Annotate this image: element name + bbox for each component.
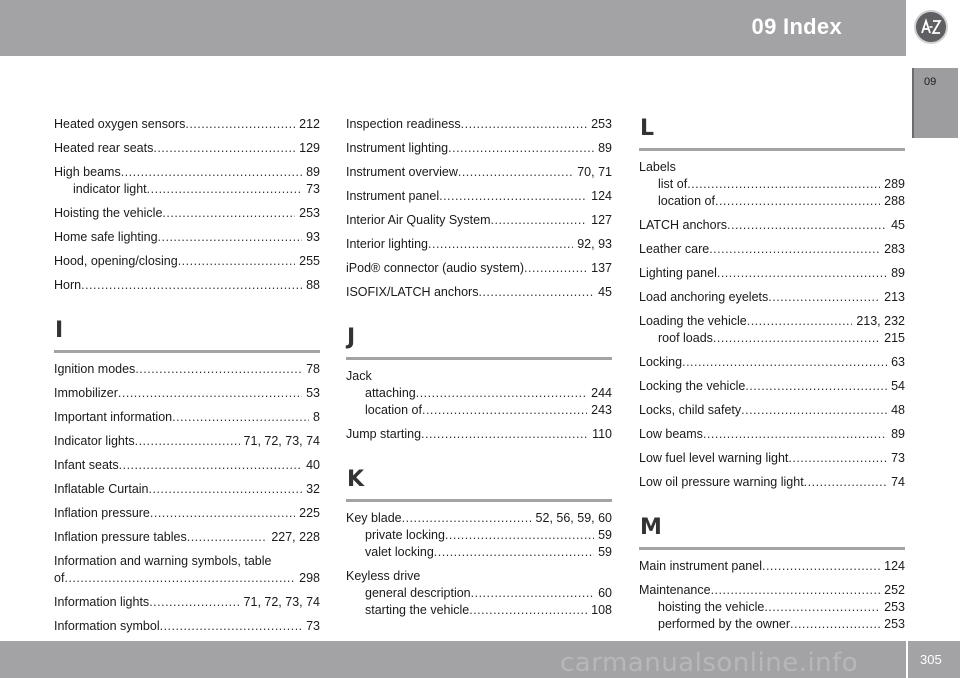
dot-leader [421,426,588,443]
dot-leader [448,140,594,157]
index-term: hoisting the vehicle [658,600,765,614]
index-line [346,368,612,385]
section-heading [346,467,612,502]
dot-leader [471,585,594,602]
index-line [346,602,612,619]
dot-leader [149,594,239,611]
index-term: Main instrument panel [639,559,762,573]
index-term: general description [365,586,471,600]
watermark-text: carmanualsonline.info [560,648,859,678]
index-line [346,284,612,301]
index-entry [54,385,320,402]
dot-leader [158,229,303,246]
dot-leader [119,457,302,474]
index-term: performed by the owner [658,617,791,631]
dot-leader [741,402,887,419]
page-reference[interactable]: 74 [891,475,905,489]
dot-leader [135,361,302,378]
index-line [346,510,612,527]
index-entry [346,510,612,561]
index-term: Horn [54,278,82,292]
index-term: Information symbol [54,619,160,633]
index-term: Immobilizer [54,386,118,400]
index-term: Hood, opening/closing [54,254,178,268]
index-entry [54,553,320,587]
section-rule [346,357,612,360]
page-reference[interactable]: 59 [598,528,612,542]
page-reference[interactable]: 89 [306,165,320,179]
index-entry [639,474,905,491]
page-reference[interactable]: 127 [591,213,612,227]
index-line [54,164,320,181]
index-entry [54,116,320,133]
dot-leader [524,260,587,277]
index-term: Instrument lighting [346,141,449,155]
index-term: location of [365,403,422,417]
index-line [346,544,612,561]
dot-leader [713,330,880,347]
index-line [346,385,612,402]
index-line [346,236,612,253]
index-term: Lighting panel [639,266,717,280]
index-entry [346,116,612,133]
index-line [54,594,320,611]
dot-leader [135,433,240,450]
index-term: iPod® connector (audio system) [346,261,525,275]
index-entry [54,505,320,522]
index-line [54,116,320,133]
page-reference[interactable]: 289 [884,177,905,191]
index-line [54,229,320,246]
index-line [54,140,320,157]
index-term: attaching [365,386,416,400]
index-line [639,616,905,633]
dot-leader [162,205,295,222]
index-term: Home safe lighting [54,230,158,244]
index-entry [639,289,905,306]
page-reference[interactable]: 89 [891,266,905,280]
page-reference[interactable]: 93 [306,230,320,244]
page-reference[interactable]: 8 [313,410,320,424]
index-line [346,568,612,585]
page-reference[interactable]: 40 [306,458,320,472]
index-line [54,529,320,546]
page-reference[interactable]: 45 [598,285,612,299]
section-rule [639,547,905,550]
page-reference[interactable]: 288 [884,194,905,208]
index-line [639,176,905,193]
page-reference[interactable]: 129 [299,141,320,155]
section-letter: L [640,116,655,141]
index-line [639,313,905,330]
dot-leader [187,529,268,546]
page-reference[interactable]: 63 [891,355,905,369]
index-line [639,159,905,176]
index-term: Inflatable Curtain [54,482,149,496]
index-term: Keyless drive [346,569,421,583]
index-entry [639,354,905,371]
page-reference[interactable]: 32 [306,482,320,496]
dot-leader [788,450,887,467]
index-entry [639,582,905,633]
index-line [639,217,905,234]
index-line [54,570,320,587]
index-line [54,361,320,378]
index-line [54,385,320,402]
page-reference[interactable]: 227, 228 [271,530,320,544]
index-term: private locking [365,528,445,542]
index-line [639,193,905,210]
index-line [346,140,612,157]
dot-leader [150,505,295,522]
page-reference[interactable]: 215 [884,331,905,345]
index-term: Jump starting [346,427,422,441]
page-reference[interactable]: 137 [591,261,612,275]
index-column-2 [346,116,612,626]
dot-leader [439,188,587,205]
index-entry [54,253,320,270]
page-reference[interactable]: 252 [884,583,905,597]
page-reference[interactable]: 89 [891,427,905,441]
dot-leader [149,481,303,498]
dot-leader [185,116,295,133]
index-line [639,474,905,491]
index-term: Instrument panel [346,189,440,203]
section-heading [54,318,320,353]
page-reference[interactable]: 78 [306,362,320,376]
index-term: Indicator lights [54,434,135,448]
index-entry [346,188,612,205]
page-reference[interactable]: 124 [591,189,612,203]
dot-leader [422,402,587,419]
section-letter: M [640,515,662,540]
dot-leader [121,164,302,181]
index-entry [54,457,320,474]
index-line [346,116,612,133]
dot-leader [478,284,594,301]
index-line [346,260,612,277]
dot-leader [715,193,880,210]
page-reference[interactable]: 110 [592,427,612,441]
index-term: Low oil pressure warning light [639,475,804,489]
index-entry [346,212,612,229]
page-reference[interactable]: 298 [299,571,320,585]
index-entry [54,618,320,635]
dot-leader [458,164,573,181]
page-reference[interactable]: 213 [884,290,905,304]
index-entry [54,229,320,246]
index-line [639,289,905,306]
index-entry [54,594,320,611]
index-term: Locks, child safety [639,403,742,417]
index-term: Inspection readiness [346,117,461,131]
index-entry [54,433,320,450]
index-entry [54,409,320,426]
index-term: Important information [54,410,173,424]
section-rule [346,499,612,502]
index-line [639,378,905,395]
page-reference[interactable]: 253 [884,600,905,614]
index-entry [639,450,905,467]
dot-leader [711,582,881,599]
section-rule [54,350,320,353]
page-reference[interactable]: 283 [884,242,905,256]
section-letter: I [55,318,64,343]
index-term: Leather care [639,242,710,256]
a-z-index-icon [914,10,948,44]
index-term: High beams [54,165,121,179]
dot-leader [717,265,887,282]
section-heading [639,116,905,151]
index-term: roof loads [658,331,713,345]
section-heading [639,515,905,550]
index-line [346,212,612,229]
dot-leader [428,236,573,253]
index-line [639,426,905,443]
index-column-1 [54,116,320,642]
dot-leader [703,426,887,443]
page-reference[interactable]: 108 [591,603,612,617]
page-header [0,0,906,56]
page-reference[interactable]: 52, 56, 59, 60 [535,511,612,525]
index-term: LATCH anchors [639,218,727,232]
section-letter: J [347,325,356,350]
page-reference[interactable]: 124 [884,559,905,573]
page-reference[interactable]: 48 [891,403,905,417]
index-line [346,527,612,544]
index-term: Heated rear seats [54,141,154,155]
index-term: Maintenance [639,583,711,597]
page-reference[interactable]: 54 [891,379,905,393]
page-reference[interactable]: 73 [306,619,320,633]
page-reference[interactable]: 73 [891,451,905,465]
page-reference[interactable]: 225 [299,506,320,520]
page-reference[interactable]: 92, 93 [577,237,612,251]
index-term: Inflation pressure [54,506,150,520]
index-line [639,599,905,616]
dot-leader [64,570,295,587]
index-entry [346,568,612,619]
index-entry [639,313,905,347]
dot-leader [764,599,880,616]
page-reference[interactable]: 71, 72, 73, 74 [243,434,320,448]
index-term: Instrument overview [346,165,458,179]
index-line [54,505,320,522]
index-entry [54,481,320,498]
page-reference[interactable]: 59 [598,545,612,559]
index-line [54,409,320,426]
dot-leader [687,176,880,193]
dot-leader [804,474,887,491]
index-line [54,618,320,635]
dot-leader [160,618,302,635]
dot-leader [172,409,309,426]
index-entry [639,426,905,443]
index-entry [346,140,612,157]
index-term: Loading the vehicle [639,314,747,328]
index-line [346,402,612,419]
page-reference[interactable]: 255 [299,254,320,268]
index-entry [639,159,905,210]
dot-leader [461,116,587,133]
index-line [54,481,320,498]
index-entry [639,241,905,258]
index-term: Labels [639,160,676,174]
index-line [639,241,905,258]
index-entry [639,378,905,395]
index-term: of [54,571,65,585]
page-reference[interactable]: 213, 232 [856,314,905,328]
page-reference[interactable]: 70, 71 [577,165,612,179]
header-divider [906,0,908,56]
dot-leader [81,277,302,294]
index-term: Locking the vehicle [639,379,746,393]
index-term: Low beams [639,427,703,441]
index-term: Interior lighting [346,237,428,251]
index-term: valet locking [365,545,434,559]
index-entry [639,217,905,234]
dot-leader [445,527,594,544]
page-reference[interactable]: 71, 72, 73, 74 [243,595,320,609]
index-entry [346,260,612,277]
section-heading [346,325,612,360]
index-line [54,181,320,198]
index-term: Low fuel level warning light [639,451,789,465]
dot-leader [790,616,880,633]
dot-leader [768,289,880,306]
page-reference[interactable]: 88 [306,278,320,292]
index-term: Information lights [54,595,150,609]
page-reference[interactable]: 89 [598,141,612,155]
index-entry [54,140,320,157]
page-reference[interactable]: 243 [591,403,612,417]
index-entry [54,277,320,294]
index-term: Ignition modes [54,362,136,376]
section-rule [639,148,905,151]
index-term: Interior Air Quality System [346,213,491,227]
dot-leader [402,510,532,527]
index-line [639,450,905,467]
dot-leader [762,558,880,575]
index-term: Hoisting the vehicle [54,206,163,220]
index-line [54,277,320,294]
index-entry [346,164,612,181]
index-line [54,253,320,270]
dot-leader [153,140,295,157]
dot-leader [682,354,887,371]
index-term: ISOFIX/LATCH anchors [346,285,479,299]
index-line [639,330,905,347]
index-term: Key blade [346,511,402,525]
page-reference[interactable]: 244 [591,386,612,400]
dot-leader [416,385,587,402]
dot-leader [469,602,587,619]
index-term: Locking [639,355,683,369]
index-line [346,188,612,205]
page-reference[interactable]: 45 [891,218,905,232]
dot-leader [118,385,302,402]
index-line [346,426,612,443]
index-term: Jack [346,369,372,383]
index-entry [54,164,320,198]
index-term: list of [658,177,688,191]
index-line [639,402,905,419]
index-entry [346,368,612,419]
index-term: Heated oxygen sensors [54,117,186,131]
index-entry [54,205,320,222]
index-line [54,457,320,474]
index-term: Load anchoring eyelets [639,290,769,304]
index-entry [346,284,612,301]
page-title: 09 Index [751,14,842,39]
index-term: Inflation pressure tables [54,530,187,544]
page-reference[interactable]: 60 [598,586,612,600]
chapter-tab[interactable] [912,68,958,138]
index-term: Information and warning symbols, table [54,554,272,568]
index-entry [54,361,320,378]
dot-leader [745,378,887,395]
dot-leader [147,181,302,198]
dot-leader [434,544,594,561]
chapter-tab-label: 09 [924,76,937,88]
dot-leader [727,217,887,234]
page-reference[interactable]: 212 [299,117,320,131]
page-reference[interactable]: 73 [306,182,320,196]
index-line [346,585,612,602]
page-number: 305 [920,652,942,667]
index-entry [639,558,905,575]
page-reference[interactable]: 253 [299,206,320,220]
index-line [639,582,905,599]
dot-leader [491,212,588,229]
dot-leader [747,313,853,330]
section-letter: K [347,467,365,492]
index-entry [346,236,612,253]
dot-leader [709,241,880,258]
index-line [54,205,320,222]
index-line [639,354,905,371]
index-line [639,558,905,575]
page-reference[interactable]: 53 [306,386,320,400]
index-line [346,164,612,181]
dot-leader [178,253,295,270]
index-entry [639,265,905,282]
index-entry [346,426,612,443]
index-entry [639,402,905,419]
index-line [639,265,905,282]
index-line [54,433,320,450]
index-term: starting the vehicle [365,603,470,617]
index-term: Infant seats [54,458,119,472]
index-column-3 [639,116,905,640]
page-reference[interactable]: 253 [591,117,612,131]
index-term: indicator light [73,182,147,196]
index-term: location of [658,194,715,208]
index-entry [54,529,320,546]
page-reference[interactable]: 253 [884,617,905,631]
